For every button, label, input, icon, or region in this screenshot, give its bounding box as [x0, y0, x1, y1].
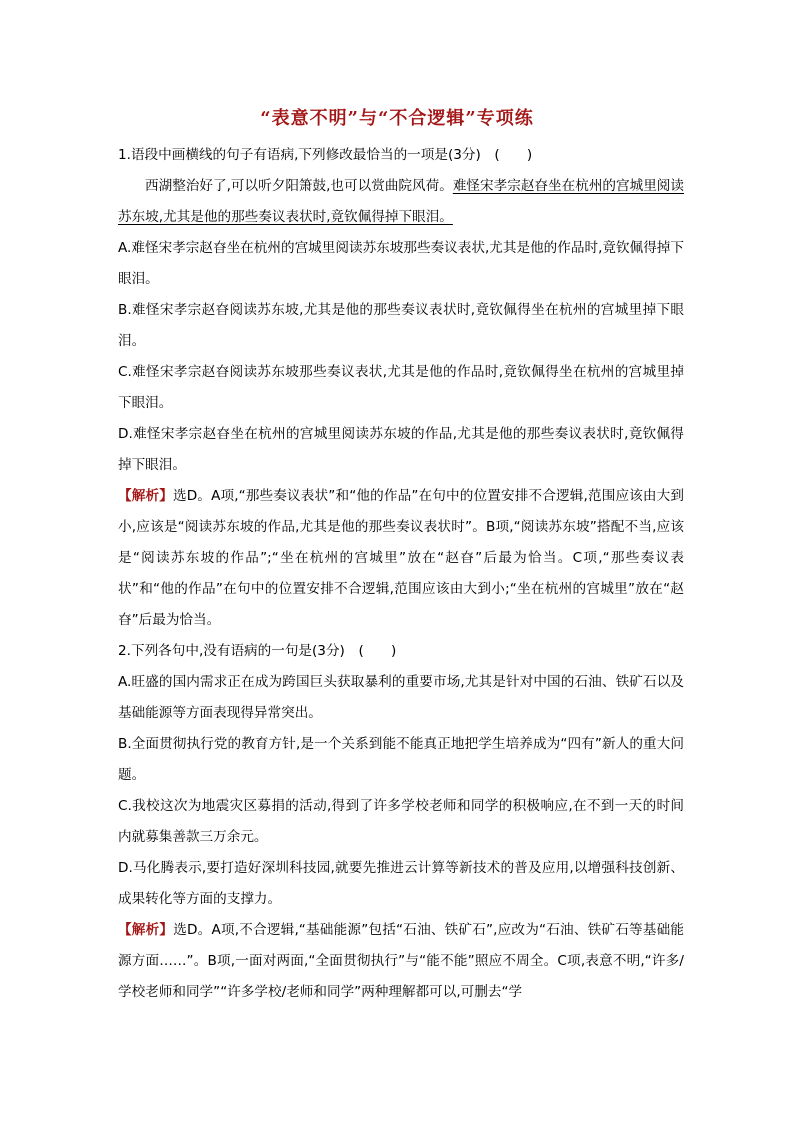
analysis-label: 【解析】 — [118, 488, 173, 504]
analysis-label: 【解析】 — [118, 922, 174, 938]
analysis-text: 选D。A项,“那些奏议表状”和“他的作品”在句中的位置安排不合逻辑,范围应该由大到小,应该是“阅读苏东坡的作品,尤其是他的那些奏议表状时”。B项,“阅读苏东坡”搭配不当,应该是“阅读苏东坡的作品”;“坐在杭州的宫城里”放在“赵昚”后最为恰当。C项,“那些奏议表状”和“他的作品”在句中的位置安排不合逻辑,范围应该由大到小;“坐在杭州的宫城里”放在“赵昚”后最为恰当。 — [118, 488, 685, 628]
document-body — [118, 140, 684, 1008]
passage-text: 西湖整治好了,可以听夕阳箫鼓,也可以赏曲院风荷。 — [145, 178, 453, 194]
question-2-option-c: C.我校这次为地震灾区募捐的活动,得到了许多学校老师和同学的积极响应,在不到一天的时间内就募集善款三万余元。 — [118, 798, 684, 845]
question-2-option-b: B.全面贯彻执行党的教育方针,是一个关系到能不能真正地把学生培养成为“四有”新人的重大问题。 — [118, 736, 684, 783]
question-2-option-d: D.马化腾表示,要打造好深圳科技园,就要先推进云计算等新技术的普及应用,以增强科技创新、成果转化等方面的支撑力。 — [118, 860, 684, 907]
question-2-analysis — [118, 915, 684, 1008]
question-1-passage — [118, 171, 684, 233]
page-title: “表意不明”与“不合逻辑”专项练 — [260, 108, 534, 129]
question-2-option-a: A.旺盛的国内需求正在成为跨国巨头获取暴利的重要市场,尤其是针对中国的石油、铁矿石以及基础能源等方面表现得异常突出。 — [118, 674, 684, 721]
analysis-text: 选D。A项,不合逻辑,“基础能源”包括“石油、铁矿石”,应改为“石油、铁矿石等基础能源方面……”。B项,一面对两面,“全面贯彻执行”与“能不能”照应不周全。C项,表意不明,“许多/学校老师和同学”“许多学校/老师和同学”两种理解都可以,可删去“学 — [118, 922, 684, 1000]
question-1-option-a: A.难怪宋孝宗赵昚坐在杭州的宫城里阅读苏东坡那些奏议表状,尤其是他的作品时,竟钦佩得掉下眼泪。 — [118, 240, 684, 287]
question-1-option-b: B.难怪宋孝宗赵昚阅读苏东坡,尤其是他的那些奏议表状时,竟钦佩得坐在杭州的宫城里掉下眼泪。 — [118, 302, 684, 349]
question-1-option-c: C.难怪宋孝宗赵昚阅读苏东坡那些奏议表状,尤其是他的作品时,竟钦佩得坐在杭州的宫城里掉下眼泪。 — [118, 364, 684, 411]
question-1-analysis — [118, 481, 684, 636]
question-1-option-d: D.难怪宋孝宗赵昚坐在杭州的宫城里阅读苏东坡的作品,尤其是他的那些奏议表状时,竟钦佩得掉下眼泪。 — [118, 426, 684, 473]
underlined-sentence: 难怪宋孝宗赵昚坐在杭州的宫城里阅读苏东坡,尤其是他的那些奏议表状时,竟钦佩得掉下眼泪。 — [118, 178, 685, 225]
question-1-stem: 1.语段中画横线的句子有语病,下列修改最恰当的一项是(3分) ( ) — [118, 147, 533, 163]
question-2-stem: 2.下列各句中,没有语病的一句是(3分) ( ) — [118, 643, 397, 659]
